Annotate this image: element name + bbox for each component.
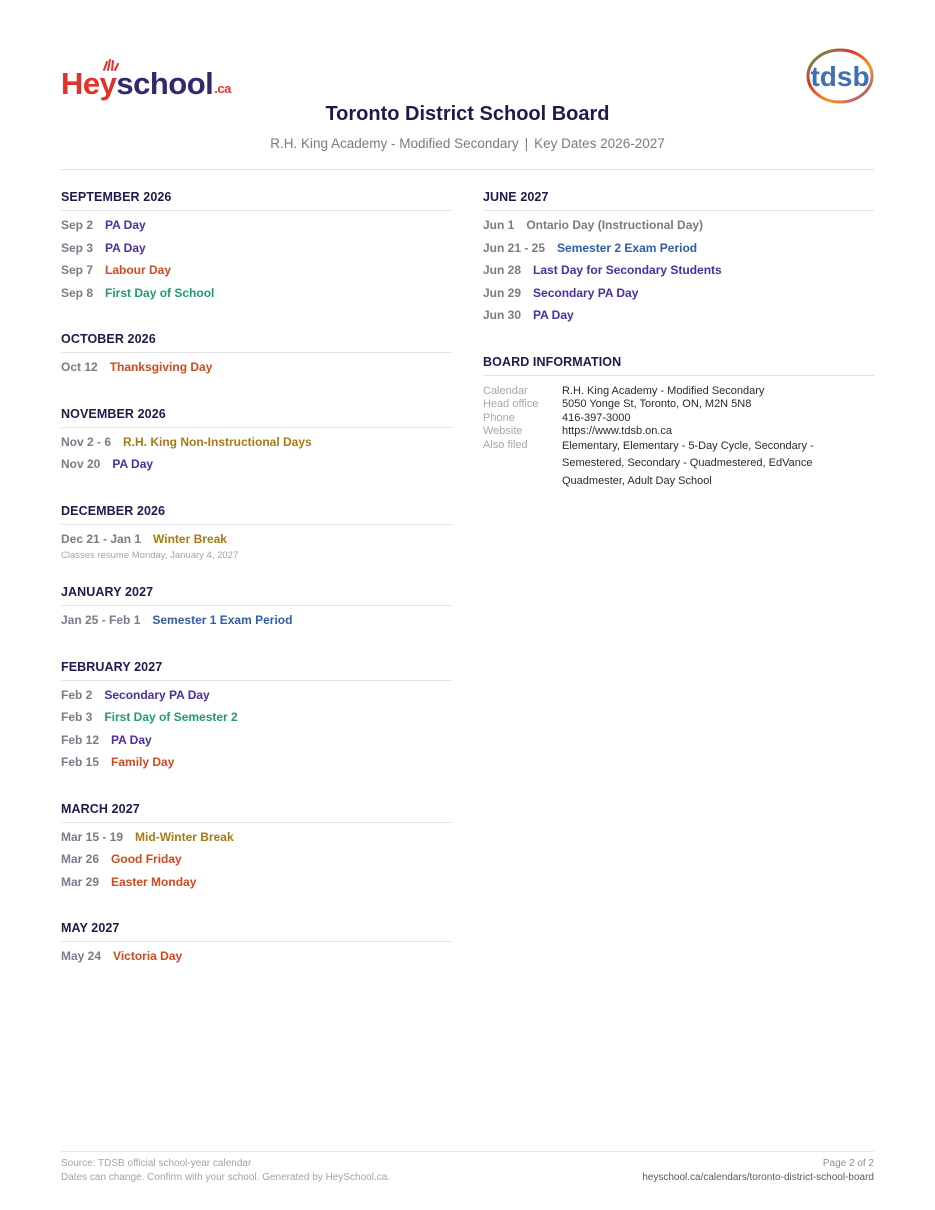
event-name: PA Day xyxy=(105,218,146,232)
month-section-january-2027 xyxy=(61,585,452,636)
heyschool-logo[interactable] xyxy=(61,60,231,102)
board-label: Head office xyxy=(483,398,539,410)
logo-hey-text: Hey xyxy=(61,66,117,101)
board-info-title: BOARD INFORMATION xyxy=(483,355,874,376)
tdsb-logo-text: tdsb xyxy=(810,61,870,92)
event-date: Feb 3 xyxy=(61,710,93,724)
month-section-june-2027 xyxy=(483,190,874,331)
event-date: Oct 12 xyxy=(61,360,98,374)
board-value: 416-397-3000 xyxy=(562,411,631,424)
subtitle-school: R.H. King Academy - Modified Secondary xyxy=(270,136,519,151)
event-date: Jun 29 xyxy=(483,285,522,300)
event-date: Jun 30 xyxy=(483,308,522,322)
event-row xyxy=(61,360,452,383)
month-title: JANUARY 2027 xyxy=(61,585,452,606)
month-title: JUNE 2027 xyxy=(483,190,874,211)
event-name: Mid-Winter Break xyxy=(135,829,234,844)
left-column xyxy=(61,190,452,996)
event-name: Semester 2 Exam Period xyxy=(557,240,698,255)
header-divider xyxy=(61,169,874,170)
board-row-calendar xyxy=(483,385,874,399)
event-date: Dec 21 - Jan 1 xyxy=(61,531,142,546)
event-name: Ontario Day (Instructional Day) xyxy=(526,218,704,232)
board-row-phone xyxy=(483,412,874,426)
board-label: Website xyxy=(483,425,523,437)
month-section-september-2026 xyxy=(61,190,452,308)
month-title: DECEMBER 2026 xyxy=(61,504,452,525)
month-section-february-2027 xyxy=(61,660,452,778)
event-row xyxy=(483,308,874,331)
board-label: Phone xyxy=(483,411,515,424)
board-website-link[interactable]: https://www.tdsb.on.ca xyxy=(562,425,673,437)
event-date: Sep 8 xyxy=(61,285,94,300)
month-title: OCTOBER 2026 xyxy=(61,332,452,353)
event-date: Jun 28 xyxy=(483,263,522,277)
event-name: PA Day xyxy=(111,732,152,747)
event-row xyxy=(483,218,874,241)
event-name: PA Day xyxy=(533,308,574,322)
event-date: Nov 20 xyxy=(61,457,101,471)
board-row-also-filed xyxy=(483,439,874,491)
board-label: Calendar xyxy=(483,384,528,397)
subtitle-dates: Key Dates 2026-2027 xyxy=(534,136,665,151)
tdsb-logo[interactable] xyxy=(803,47,875,105)
event-date: May 24 xyxy=(61,949,102,963)
waving-hand-icon xyxy=(102,58,120,72)
footer-disclaimer: Dates can change. Confirm with your school. Generated by HeySchool.ca. xyxy=(61,1172,391,1183)
event-name: Last Day for Secondary Students xyxy=(533,263,722,277)
event-row xyxy=(61,263,452,286)
event-row xyxy=(61,241,452,264)
month-section-november-2026 xyxy=(61,407,452,480)
event-row xyxy=(61,733,452,756)
event-name: Family Day xyxy=(111,755,175,769)
event-name: Easter Monday xyxy=(111,874,197,889)
footer-right xyxy=(642,1157,874,1185)
event-date: Sep 7 xyxy=(61,263,94,277)
event-name: Thanksgiving Day xyxy=(109,360,213,374)
event-name: Secondary PA Day xyxy=(533,285,639,300)
event-date: Feb 12 xyxy=(61,732,100,747)
event-row xyxy=(61,755,452,778)
event-name: First Day of Semester 2 xyxy=(104,710,238,724)
month-section-may-2027 xyxy=(61,921,452,972)
event-row xyxy=(61,457,452,480)
board-row-website xyxy=(483,425,874,439)
event-date: Jan 25 - Feb 1 xyxy=(61,613,141,627)
event-date: Feb 2 xyxy=(61,687,93,702)
event-name: Good Friday xyxy=(111,852,182,866)
month-section-october-2026 xyxy=(61,332,452,383)
event-row xyxy=(61,875,452,898)
page-subtitle xyxy=(0,136,935,151)
board-information xyxy=(483,355,874,491)
footer-left xyxy=(61,1157,390,1185)
event-date: Feb 15 xyxy=(61,755,100,769)
event-name: First Day of School xyxy=(105,285,215,300)
event-row xyxy=(483,263,874,286)
event-date: Mar 29 xyxy=(61,874,100,889)
event-name: R.H. King Non-Instructional Days xyxy=(123,434,312,449)
page-title: Toronto District School Board xyxy=(325,103,610,125)
event-row xyxy=(61,710,452,733)
footer-source: Source: TDSB official school-year calendar xyxy=(61,1158,252,1169)
logo-school-text: school xyxy=(116,66,214,101)
event-date: Mar 15 - 19 xyxy=(61,829,124,844)
event-name: Winter Break xyxy=(153,531,227,546)
footer-divider xyxy=(61,1151,874,1152)
event-date: Mar 26 xyxy=(61,852,100,866)
event-date: Nov 2 - 6 xyxy=(61,434,112,449)
board-value: Elementary, Elementary - 5-Day Cycle, Secondary - Semestered, Secondary - Quadmestered, EdVance Quadmester, Adult Day School xyxy=(562,439,814,487)
month-section-march-2027 xyxy=(61,802,452,898)
event-name: Victoria Day xyxy=(113,949,183,963)
event-row xyxy=(61,218,452,241)
board-row-head-office xyxy=(483,398,874,412)
event-row xyxy=(61,949,452,972)
event-row xyxy=(61,830,452,853)
event-date: Jun 1 xyxy=(483,218,515,232)
month-title: FEBRUARY 2027 xyxy=(61,660,452,681)
event-row xyxy=(61,286,452,309)
footer-url-link[interactable]: heyschool.ca/calendars/toronto-district-school-board xyxy=(642,1172,874,1183)
board-label: Also filed xyxy=(483,438,528,451)
subtitle-separator: | xyxy=(524,136,529,151)
event-date: Sep 3 xyxy=(61,240,94,255)
event-row xyxy=(61,688,452,711)
event-date: Jun 21 - 25 xyxy=(483,240,546,255)
event-row xyxy=(483,241,874,264)
event-row xyxy=(61,613,452,636)
event-note: Classes resume Monday, January 4, 2027 xyxy=(61,550,239,561)
event-row xyxy=(483,286,874,309)
event-name: Semester 1 Exam Period xyxy=(152,613,293,627)
right-column xyxy=(483,190,874,514)
page-number: Page 2 of 2 xyxy=(822,1158,874,1169)
event-name: PA Day xyxy=(112,457,154,471)
event-row xyxy=(61,435,452,458)
month-section-december-2026 xyxy=(61,504,452,562)
event-name: PA Day xyxy=(105,240,146,255)
event-name: Labour Day xyxy=(105,263,172,277)
event-row xyxy=(61,852,452,875)
month-title: NOVEMBER 2026 xyxy=(61,407,452,428)
logo-ca-text: .ca xyxy=(214,81,231,96)
month-title: SEPTEMBER 2026 xyxy=(61,190,452,211)
month-title: MARCH 2027 xyxy=(61,802,452,823)
board-value: R.H. King Academy - Modified Secondary xyxy=(562,384,765,397)
event-date: Sep 2 xyxy=(61,218,94,232)
month-title: MAY 2027 xyxy=(61,921,452,942)
board-value: 5050 Yonge St, Toronto, ON, M2N 5N8 xyxy=(562,398,752,410)
event-name: Secondary PA Day xyxy=(104,687,210,702)
